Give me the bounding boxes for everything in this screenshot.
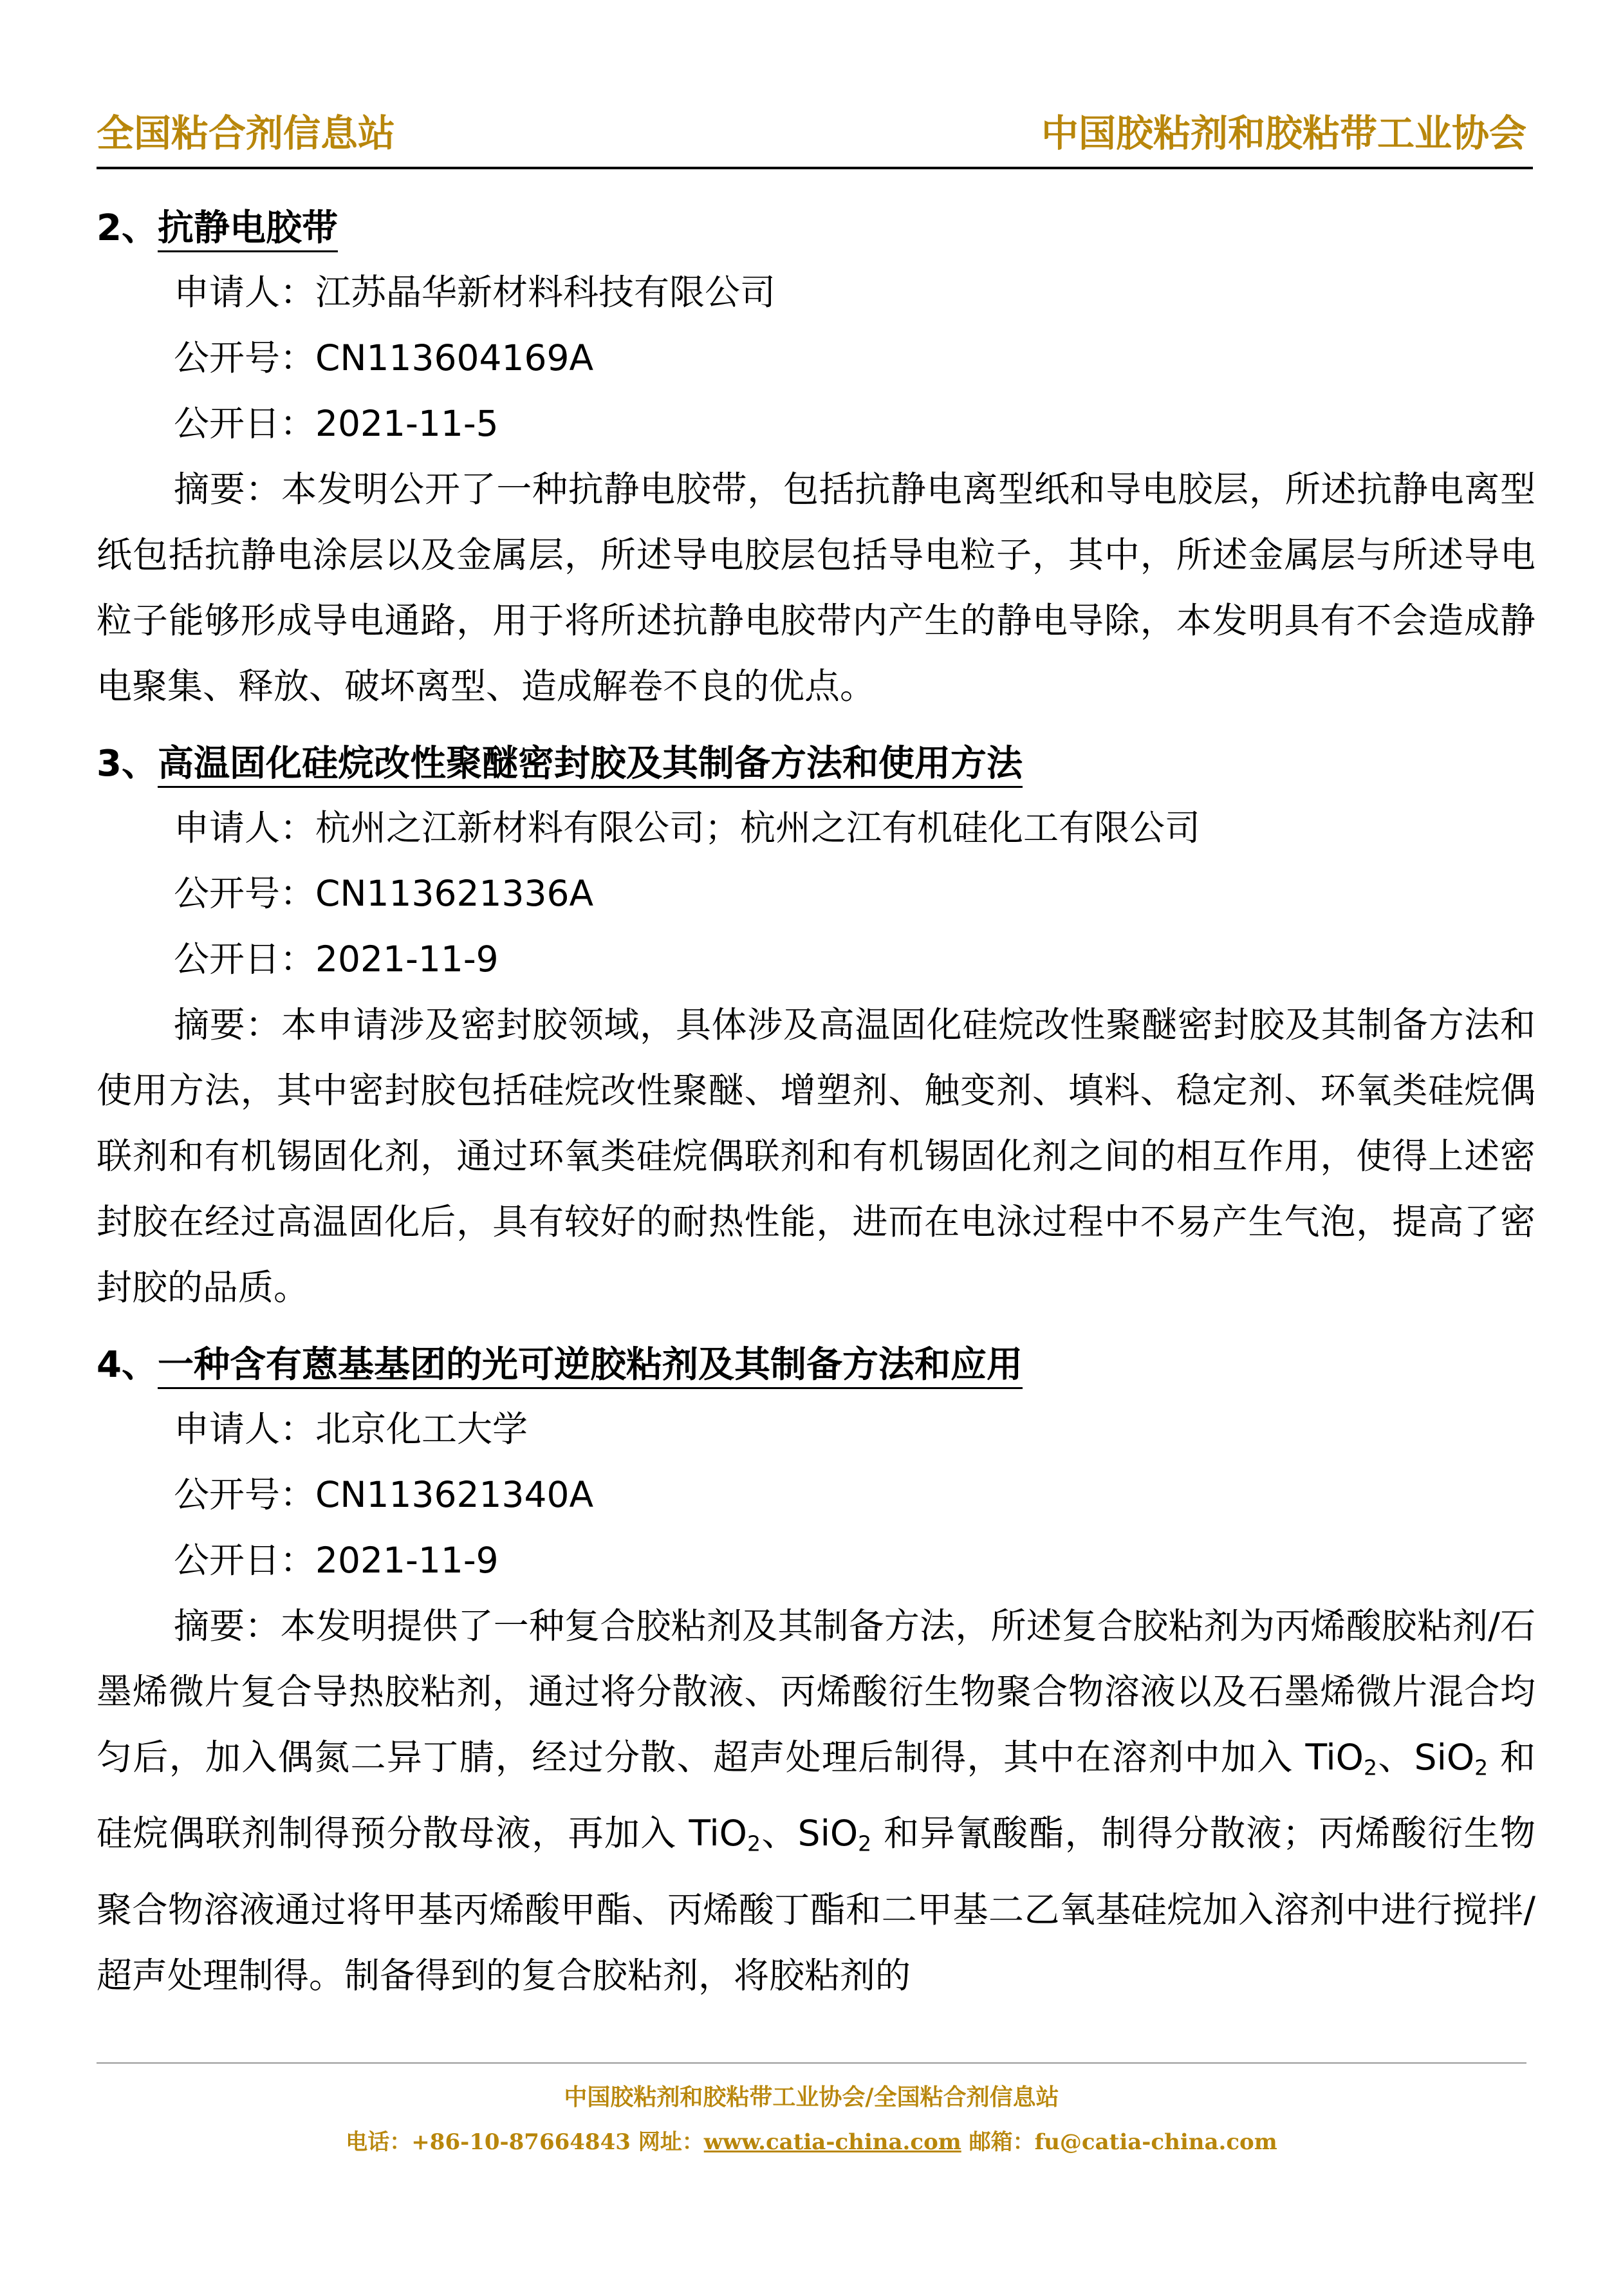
patent-list	[97, 203, 1535, 2008]
abstract-label: 摘要：	[174, 469, 282, 510]
abstract-text-part-e: 和异氰酸酯，制得分散液；丙烯酸衍生物聚合物溶液通过将甲基丙烯酸甲酯、丙烯酸丁酯和二甲基二乙氧基硅烷加入溶剂中进行搅拌/超声处理制得。制备得到的复合胶粘剂，将胶粘剂的	[97, 1813, 1536, 1996]
patent-title	[97, 1339, 1535, 1391]
abstract-text-part-d: 、SiO	[760, 1813, 858, 1854]
pub-no-label: 公开号：	[174, 1474, 316, 1515]
subscript-2: 2	[747, 1831, 761, 1856]
patent-title-text: 高温固化硅烷改性聚醚密封胶及其制备方法和使用方法	[158, 743, 1023, 788]
pub-no-value: CN113621340A	[315, 1474, 594, 1515]
patent-entry-2	[97, 203, 1535, 719]
applicant-value: 江苏晶华新材料科技有限公司	[315, 272, 776, 313]
pub-no-value: CN113621336A	[315, 873, 594, 914]
footer-website-link[interactable]: www.catia-china.com	[703, 2129, 961, 2155]
applicant-value: 北京化工大学	[315, 1408, 528, 1450]
applicant-label: 申请人：	[174, 1408, 316, 1450]
abstract-text-part-c: 和硅烷偶联剂制得预分散母液，再加入 TiO	[97, 1737, 1536, 1854]
patent-title	[97, 203, 1535, 254]
pub-date-row	[97, 926, 1535, 992]
abstract-paragraph	[97, 992, 1535, 1320]
patent-number-label: 4、	[97, 1344, 158, 1386]
header-site-name: 全国粘合剂信息站	[97, 111, 396, 155]
header-association-name: 中国胶粘剂和胶粘带工业协会	[1041, 111, 1526, 155]
pub-date-value: 2021-11-9	[315, 938, 499, 980]
abstract-text: 本发明公开了一种抗静电胶带，包括抗静电离型纸和导电胶层，所述抗静电离型纸包括抗静电涂层以及金属层，所述导电胶层包括导电粒子，其中，所述金属层与所述导电粒子能够形成导电通路，用于将所述抗静电胶带内产生的静电导除，本发明具有不会造成静电聚集、释放、破坏离型、造成解卷不良的优点。	[97, 469, 1535, 707]
applicant-label: 申请人：	[174, 272, 316, 313]
subscript-2: 2	[1474, 1755, 1489, 1780]
pub-date-row	[97, 391, 1535, 456]
applicant-row	[97, 795, 1535, 861]
patent-number-label: 3、	[97, 743, 158, 785]
abstract-text: 本申请涉及密封胶领域，具体涉及高温固化硅烷改性聚醚密封胶及其制备方法和使用方法，其中密封胶包括硅烷改性聚醚、增塑剂、触变剂、填料、稳定剂、环氧类硅烷偶联剂和有机锡固化剂，通过环氧类硅烷偶联剂和有机锡固化剂之间的相互作用，使得上述密封胶在经过高温固化后，具有较好的耐热性能，进而在电泳过程中不易产生气泡，提高了密封胶的品质。	[97, 1004, 1535, 1308]
pub-date-label: 公开日：	[174, 1540, 316, 1581]
pub-no-label: 公开号：	[174, 873, 316, 914]
patent-number-label: 2、	[97, 207, 158, 249]
pub-date-value: 2021-11-5	[315, 403, 499, 444]
pub-date-value: 2021-11-9	[315, 1540, 499, 1581]
patent-entry-4	[97, 1339, 1535, 2008]
pub-date-row	[97, 1527, 1535, 1593]
patent-entry-3	[97, 738, 1535, 1320]
pub-no-value: CN113604169A	[315, 337, 594, 378]
abstract-label: 摘要：	[174, 1004, 282, 1045]
pub-date-label: 公开日：	[174, 938, 316, 980]
subscript-2: 2	[1363, 1755, 1377, 1780]
applicant-label: 申请人：	[174, 807, 316, 848]
abstract-paragraph	[97, 1593, 1535, 2008]
header-divider	[97, 167, 1533, 169]
pub-date-label: 公开日：	[174, 403, 316, 444]
subscript-2: 2	[858, 1831, 872, 1856]
footer-email: 邮箱：fu@catia-china.com	[961, 2129, 1277, 2155]
applicant-row	[97, 1396, 1535, 1462]
footer-contact-line	[0, 2124, 1623, 2156]
abstract-label: 摘要：	[174, 1605, 281, 1647]
footer-org-line: 中国胶粘剂和胶粘带工业协会/全国粘合剂信息站	[564, 2084, 1059, 2111]
patent-title	[97, 738, 1535, 790]
footer-phone: 电话：+86-10-87664843 网址：	[346, 2129, 704, 2155]
footer-divider	[97, 2062, 1526, 2064]
pub-no-row	[97, 325, 1535, 391]
patent-title-text: 一种含有蒽基基团的光可逆胶粘剂及其制备方法和应用	[158, 1344, 1023, 1389]
abstract-text-part-b: 、SiO	[1377, 1737, 1475, 1778]
pub-no-label: 公开号：	[174, 337, 316, 378]
pub-no-row	[97, 861, 1535, 926]
applicant-row	[97, 259, 1535, 325]
abstract-text-part-a: 本发明提供了一种复合胶粘剂及其制备方法，所述复合胶粘剂为丙烯酸胶粘剂/石墨烯微片复合导热胶粘剂，通过将分散液、丙烯酸衍生物聚合物溶液以及石墨烯微片混合均匀后，加入偶氮二异丁腈，经过分散、超声处理后制得，其中在溶剂中加入 TiO	[97, 1605, 1535, 1778]
pub-no-row	[97, 1462, 1535, 1527]
abstract-paragraph	[97, 456, 1535, 719]
patent-title-text: 抗静电胶带	[158, 207, 338, 252]
applicant-value: 杭州之江新材料有限公司；杭州之江有机硅化工有限公司	[315, 807, 1201, 848]
